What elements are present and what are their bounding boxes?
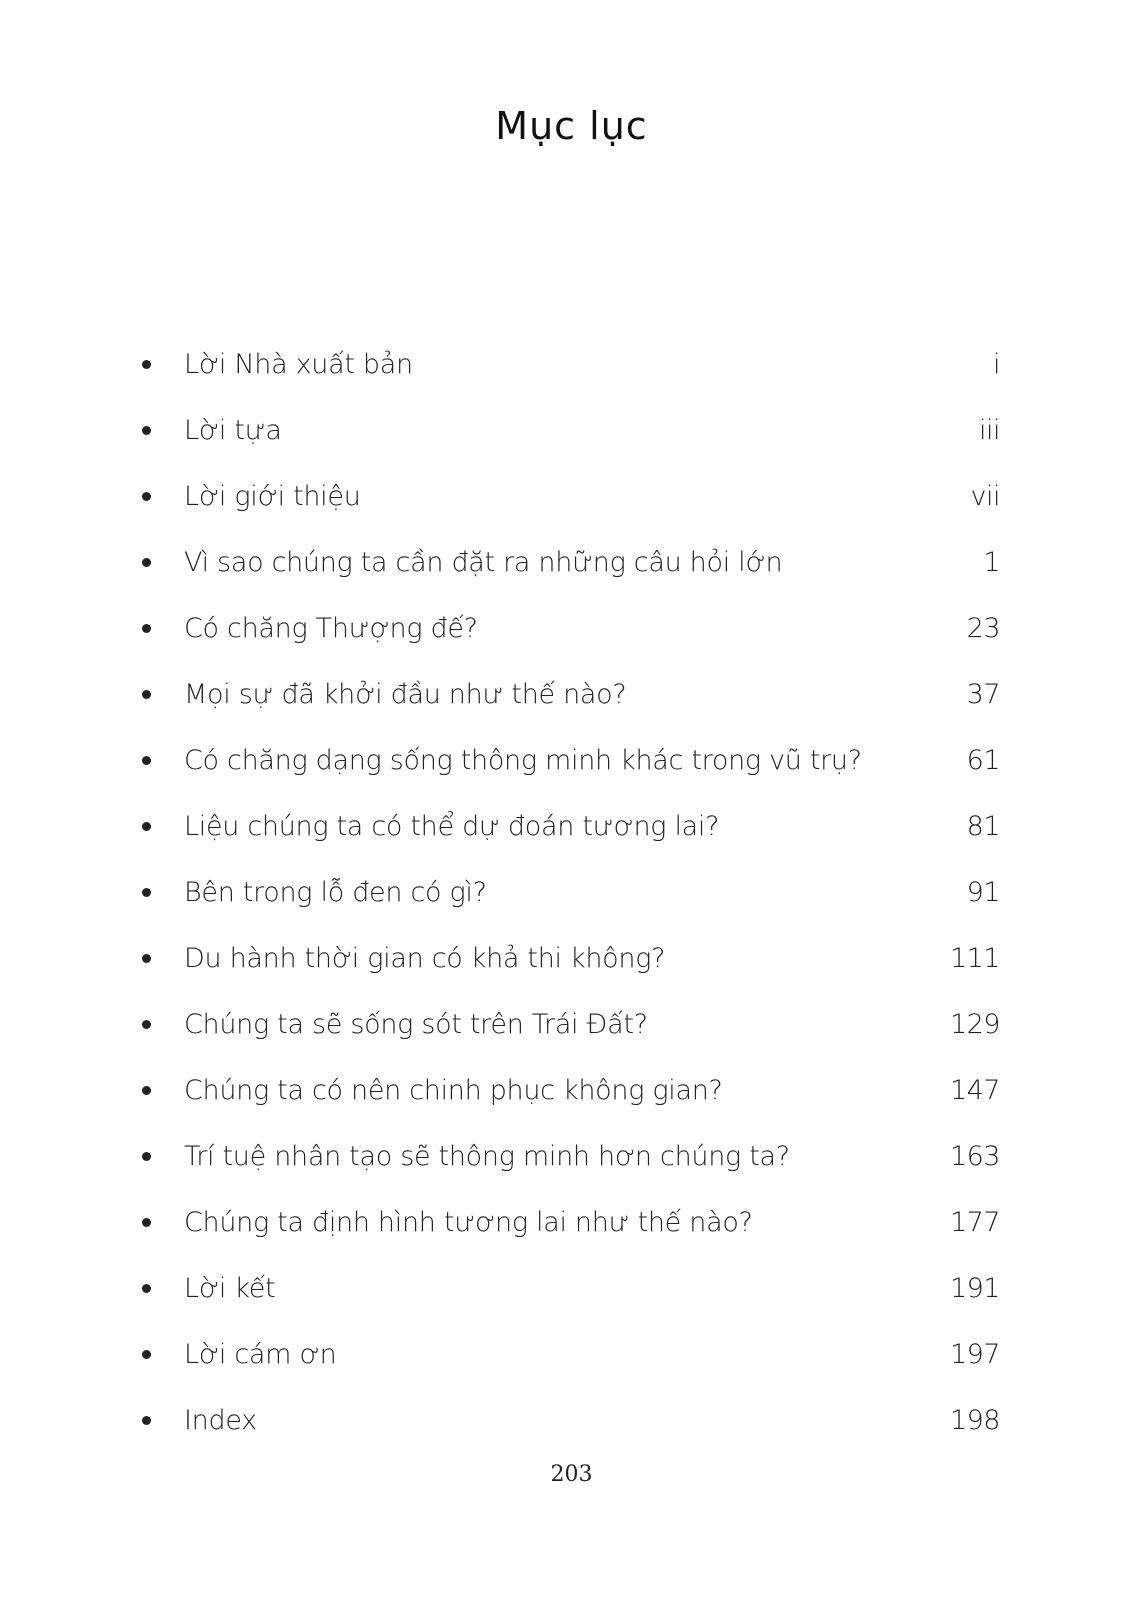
toc-entry[interactable] <box>138 741 1000 807</box>
toc-entry[interactable] <box>138 1005 1000 1071</box>
toc-entry-title: Trí tuệ nhân tạo sẽ thông minh hơn chúng ta? <box>184 1141 790 1172</box>
bullet-icon <box>142 1350 151 1359</box>
toc-entry-title: Chúng ta có nên chinh phục không gian? <box>184 1075 723 1106</box>
bullet-icon <box>142 1218 151 1227</box>
page-number: 203 <box>550 1462 593 1487</box>
toc-entry[interactable] <box>138 807 1000 873</box>
toc-entry-title: Index <box>184 1405 257 1436</box>
bullet-icon <box>142 624 151 633</box>
toc-entry-page: 61 <box>966 745 1000 776</box>
toc-entry-title: Có chăng dạng sống thông minh khác trong vũ trụ? <box>184 745 862 776</box>
toc-entry-page: 23 <box>966 613 1000 644</box>
bullet-icon <box>142 1416 151 1425</box>
toc-entry-title: Có chăng Thượng đế? <box>184 613 478 644</box>
toc-entry-title: Lời kết <box>184 1273 276 1304</box>
bullet-icon <box>142 888 151 897</box>
bullet-icon <box>142 1086 151 1095</box>
toc-entry[interactable] <box>138 411 1000 477</box>
bullet-icon <box>142 1284 151 1293</box>
bullet-icon <box>142 756 151 765</box>
toc-entry-page: iii <box>978 415 1000 446</box>
toc-entry[interactable] <box>138 1203 1000 1269</box>
toc-entry-title: Lời cám ơn <box>184 1339 337 1370</box>
toc-entry-page: 81 <box>966 811 1000 842</box>
toc-entry-title: Du hành thời gian có khả thi không? <box>184 943 666 974</box>
toc-entry[interactable] <box>138 1137 1000 1203</box>
toc-entry[interactable] <box>138 873 1000 939</box>
toc-entry-page: 111 <box>949 943 1000 974</box>
bullet-icon <box>142 1020 151 1029</box>
toc-entry[interactable] <box>138 543 1000 609</box>
bullet-icon <box>142 360 151 369</box>
bullet-icon <box>142 492 151 501</box>
toc-entry-title: Lời giới thiệu <box>184 481 361 512</box>
table-of-contents <box>138 345 1000 1467</box>
toc-entry-page: 177 <box>949 1207 1000 1238</box>
bullet-icon <box>142 558 151 567</box>
toc-entry-page: 91 <box>966 877 1000 908</box>
toc-entry-title: Lời Nhà xuất bản <box>184 349 413 380</box>
toc-entry-title: Vì sao chúng ta cần đặt ra những câu hỏi lớn <box>184 547 783 578</box>
toc-entry[interactable] <box>138 1071 1000 1137</box>
bullet-icon <box>142 690 151 699</box>
toc-entry[interactable] <box>138 1269 1000 1335</box>
toc-entry-title: Chúng ta sẽ sống sót trên Trái Đất? <box>184 1009 648 1040</box>
bullet-icon <box>142 1152 151 1161</box>
bullet-icon <box>142 954 151 963</box>
toc-entry[interactable] <box>138 609 1000 675</box>
toc-entry-page: 147 <box>949 1075 1000 1106</box>
toc-entry-page: 198 <box>949 1405 1000 1436</box>
toc-entry-page: 129 <box>949 1009 1000 1040</box>
toc-entry[interactable] <box>138 345 1000 411</box>
toc-entry-page: 37 <box>966 679 1000 710</box>
bullet-icon <box>142 822 151 831</box>
toc-entry[interactable] <box>138 477 1000 543</box>
toc-entry-page: 163 <box>949 1141 1000 1172</box>
page-title: Mục lục <box>495 104 648 148</box>
toc-entry[interactable] <box>138 675 1000 741</box>
toc-entry-page: 197 <box>949 1339 1000 1370</box>
toc-entry-page: 1 <box>983 547 1000 578</box>
toc-entry-page: i <box>992 349 1000 380</box>
toc-entry[interactable] <box>138 1335 1000 1401</box>
toc-entry-title: Liệu chúng ta có thể dự đoán tương lai? <box>184 811 720 842</box>
toc-entry[interactable] <box>138 939 1000 1005</box>
bullet-icon <box>142 426 151 435</box>
toc-entry[interactable] <box>138 1401 1000 1467</box>
toc-entry-title: Mọi sự đã khởi đầu như thế nào? <box>184 679 627 710</box>
toc-entry-page: vii <box>970 481 1000 512</box>
toc-entry-title: Chúng ta định hình tương lai như thế nào? <box>184 1207 753 1238</box>
toc-entry-page: 191 <box>949 1273 1000 1304</box>
toc-entry-title: Bên trong lỗ đen có gì? <box>184 877 487 908</box>
toc-entry-title: Lời tựa <box>184 415 282 446</box>
